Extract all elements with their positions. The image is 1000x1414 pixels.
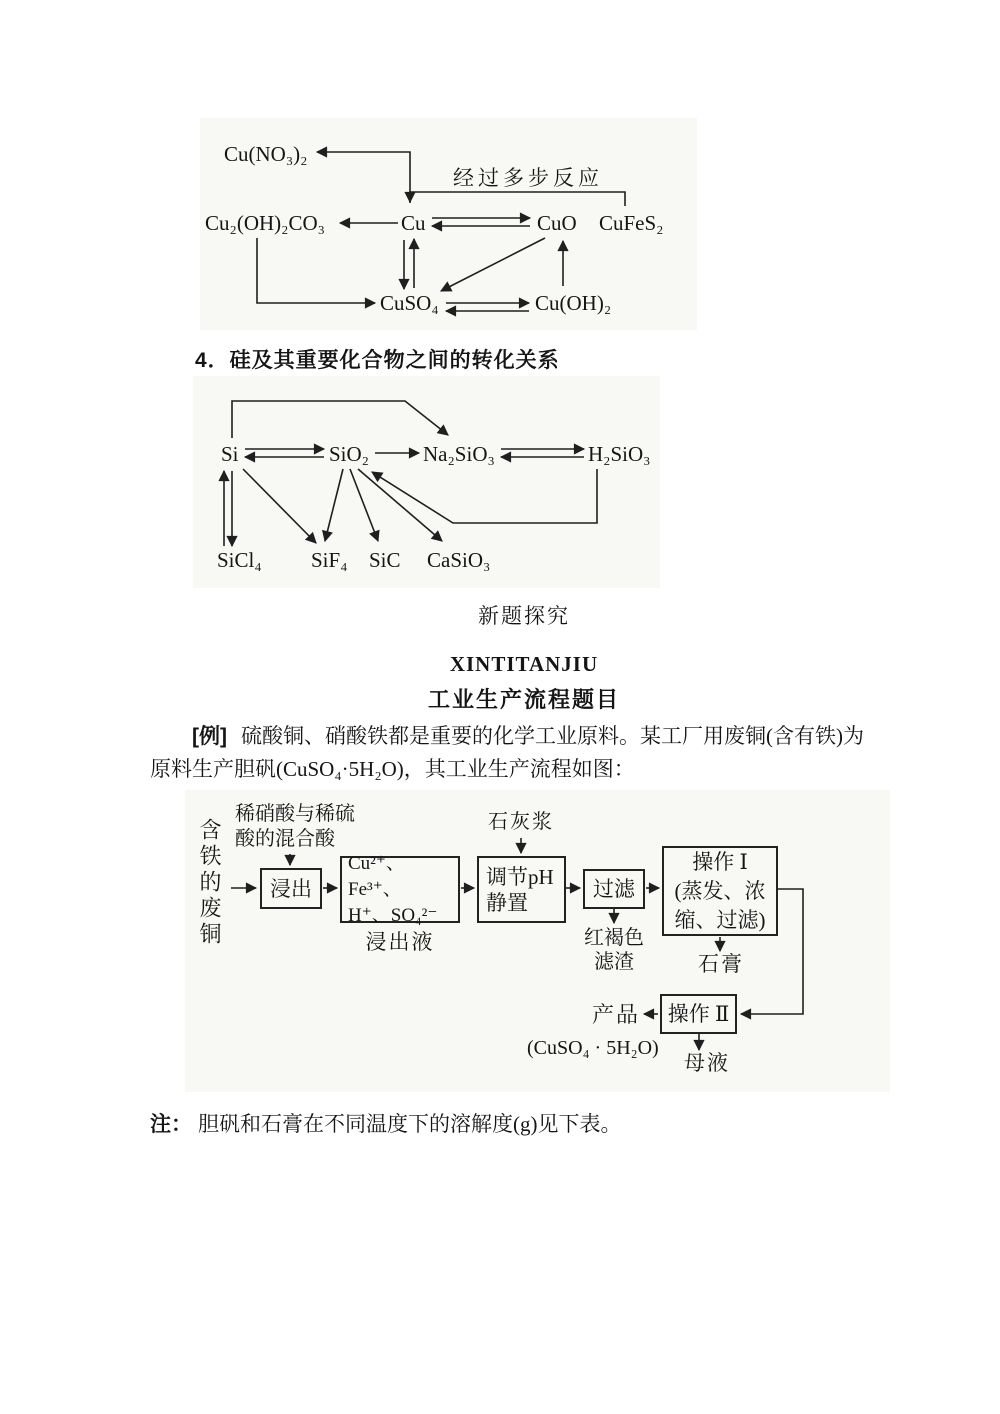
label-scrap-copper: 含铁的废铜 [197, 818, 222, 948]
box-filter-label: 过滤 [593, 877, 635, 901]
box-operation-1 [662, 846, 778, 936]
note-text: 胆矾和石膏在不同温度下的溶解度(g)见下表。 [198, 1112, 622, 1136]
op1-line3: 缩、过滤) [674, 907, 766, 932]
node-h2sio3: H₂SiO₃ [588, 442, 651, 466]
label-product-formula: (CuSO₄ · 5H₂O) [527, 1037, 659, 1059]
adjust-ph-line1: 调节pH [486, 864, 554, 889]
node-si: Si [221, 442, 239, 466]
note-line [150, 1108, 622, 1138]
node-cu-nitrate: Cu(NO₃)₂ [224, 142, 308, 166]
adjust-ph-line2: 静置 [486, 890, 528, 915]
node-cuso4: CuSO₄ [380, 291, 439, 315]
si-transformation-diagram [193, 376, 660, 588]
node-sio2: SiO₂ [329, 442, 370, 466]
box-filter [583, 869, 645, 909]
node-casio3: CaSiO₃ [427, 548, 491, 572]
box-operation-2 [660, 994, 737, 1034]
node-cufes2: CuFeS₂ [599, 211, 664, 235]
si-diagram-arrows [224, 401, 597, 546]
label-lime-slurry: 石灰浆 [488, 811, 554, 833]
explore-subtitle: 工业生产流程题目 [427, 687, 620, 712]
node-sif4: SiF₄ [311, 548, 348, 572]
example-line1 [150, 720, 950, 753]
box-adjust-ph [477, 856, 566, 923]
example-line1-text: 硫酸铜、硝酸铁都是重要的化学工业原料。某工厂用废铜(含有铁)为 [241, 724, 864, 748]
explore-title-pinyin: XINTITANJIU [449, 652, 599, 676]
example-tag: [例] [192, 725, 227, 748]
box-leaching [260, 868, 322, 909]
explore-title: 新题探究 [478, 604, 570, 628]
box-leachate-ions [340, 852, 460, 926]
label-gypsum: 石膏 [698, 952, 744, 976]
section-heading: 4．硅及其重要化合物之间的转化关系 [195, 349, 560, 372]
node-cuo: CuO [537, 211, 577, 235]
example-paragraph [150, 720, 950, 786]
node-sicl4: SiCl₄ [217, 548, 262, 572]
note-prefix: 注： [150, 1113, 192, 1136]
box-leaching-label: 浸出 [270, 876, 312, 901]
label-red-brown-residue [576, 926, 652, 974]
label-acid-mix [235, 802, 355, 852]
ion-line1: Cu²⁺、Fe³⁺、 [348, 852, 405, 900]
cu-transformation-diagram [200, 118, 697, 330]
node-cuoh2: Cu(OH)₂ [535, 291, 612, 315]
node-sic: SiC [369, 548, 401, 572]
label-multistep-reaction: 经过多步反应 [453, 166, 603, 190]
label-acid-mix-line2: 酸的混合酸 [235, 828, 335, 850]
residue-line2: 滤渣 [594, 951, 634, 973]
production-flowchart [185, 790, 890, 1092]
node-basic-copper-carbonate: Cu₂(OH)₂CO₃ [205, 211, 325, 235]
label-mother-liquor: 母液 [684, 1051, 730, 1075]
node-na2sio3: Na₂SiO₃ [423, 442, 495, 466]
op1-line1: 操作 Ⅰ [692, 849, 748, 874]
box-operation-2-label: 操作 Ⅱ [667, 1002, 730, 1026]
op1-line2: (蒸发、浓 [674, 878, 766, 903]
node-cu: Cu [401, 211, 426, 235]
ion-line2: H⁺、SO₄²⁻ [348, 904, 438, 926]
label-leachate: 浸出液 [365, 930, 435, 954]
residue-line1: 红褐色 [584, 927, 644, 949]
label-product: 产品 [592, 1002, 641, 1027]
example-line2: 原料生产胆矾(CuSO₄·5H₂O)，其工业生产流程如图： [150, 757, 635, 781]
label-acid-mix-line1: 稀硝酸与稀硫 [235, 803, 355, 825]
